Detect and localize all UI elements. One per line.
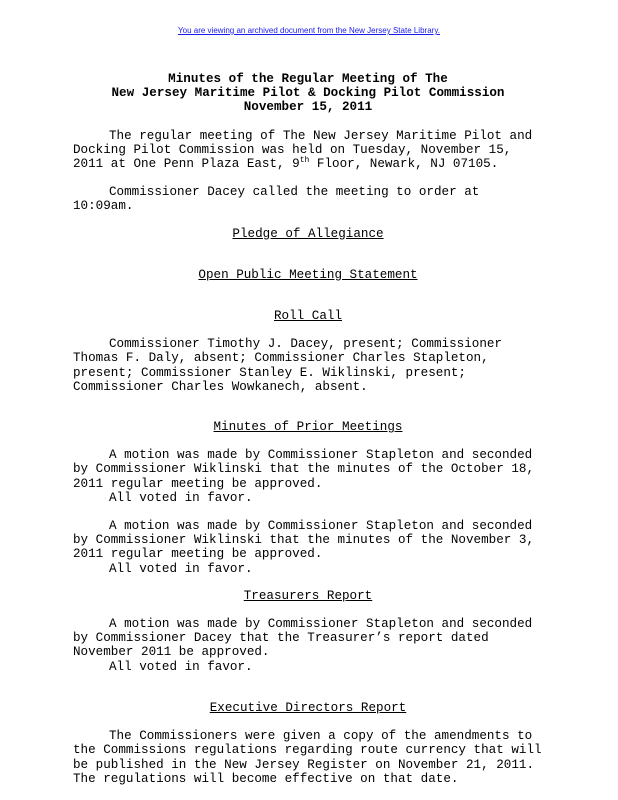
- minutes-vote-2: All voted in favor.: [109, 561, 253, 576]
- intro-text-a: The regular meeting of The New Jersey Maritime Pilot and Docking Pilot Commission was held on Tuesday, November 15, 2011 at One Penn Plaza East, 9: [73, 128, 533, 172]
- heading-executive: [73, 701, 543, 715]
- treasurers-vote: All voted in favor.: [109, 659, 253, 674]
- heading-open-meeting-text: Open Public Meeting Statement: [198, 267, 418, 282]
- archive-banner: [0, 26, 618, 36]
- intro-paragraph: [73, 129, 543, 172]
- heading-executive-text: Executive Directors Report: [209, 700, 407, 715]
- heading-minutes-text: Minutes of Prior Meetings: [213, 420, 403, 435]
- title-line-3: November 15, 2011: [243, 100, 373, 115]
- document-page: [73, 72, 543, 786]
- heading-minutes: [73, 420, 543, 434]
- title-line-1: Minutes of the Regular Meeting of The: [168, 72, 448, 86]
- heading-treasurers-text: Treasurers Report: [243, 588, 373, 603]
- treasurers-motion: A motion was made by Commissioner Stapleton and seconded by Commissioner Dacey that the Treasurer’s report dated November 2011 be approved.: [73, 617, 533, 660]
- minutes-vote-1: All voted in favor.: [109, 490, 253, 505]
- roll-call-text: Commissioner Timothy J. Dacey, present; Commissioner Thomas F. Daly, absent; Commissioner Charles Stapleton, present; Commissioner Stanley E. Wiklinski, present; Commissioner Charles Wowkanech, absent.: [73, 337, 502, 394]
- heading-pledge-text: Pledge of Allegiance: [232, 226, 384, 241]
- archive-banner-link[interactable]: You are viewing an archived document from the New Jersey State Library.: [178, 26, 440, 35]
- executive-text: The Commissioners were given a copy of the amendments to the Commissions regulations regarding route currency that will be published in the New Jersey Register on November 21, 2011. The regulations will become effective on that date.: [73, 729, 542, 786]
- call-to-order: Commissioner Dacey called the meeting to order at 10:09am.: [73, 185, 480, 214]
- intro-superscript: th: [299, 155, 310, 165]
- intro-text-b: Floor, Newark, NJ 07105.: [309, 157, 499, 172]
- minutes-motion-2: A motion was made by Commissioner Stapleton and seconded by Commissioner Wiklinski that the minutes of the November 3, 2011 regular meeting be approved.: [73, 519, 535, 562]
- title-line-2: New Jersey Maritime Pilot & Docking Pilot Commission: [111, 86, 505, 101]
- heading-open-meeting: [73, 268, 543, 282]
- minutes-motion-1: A motion was made by Commissioner Stapleton and seconded by Commissioner Wiklinski that the minutes of the October 18, 2011 regular meeting be approved.: [73, 448, 535, 491]
- heading-treasurers: [73, 589, 543, 603]
- heading-pledge: [73, 227, 543, 241]
- heading-roll-call-text: Roll Call: [273, 309, 343, 324]
- heading-roll-call: [73, 309, 543, 323]
